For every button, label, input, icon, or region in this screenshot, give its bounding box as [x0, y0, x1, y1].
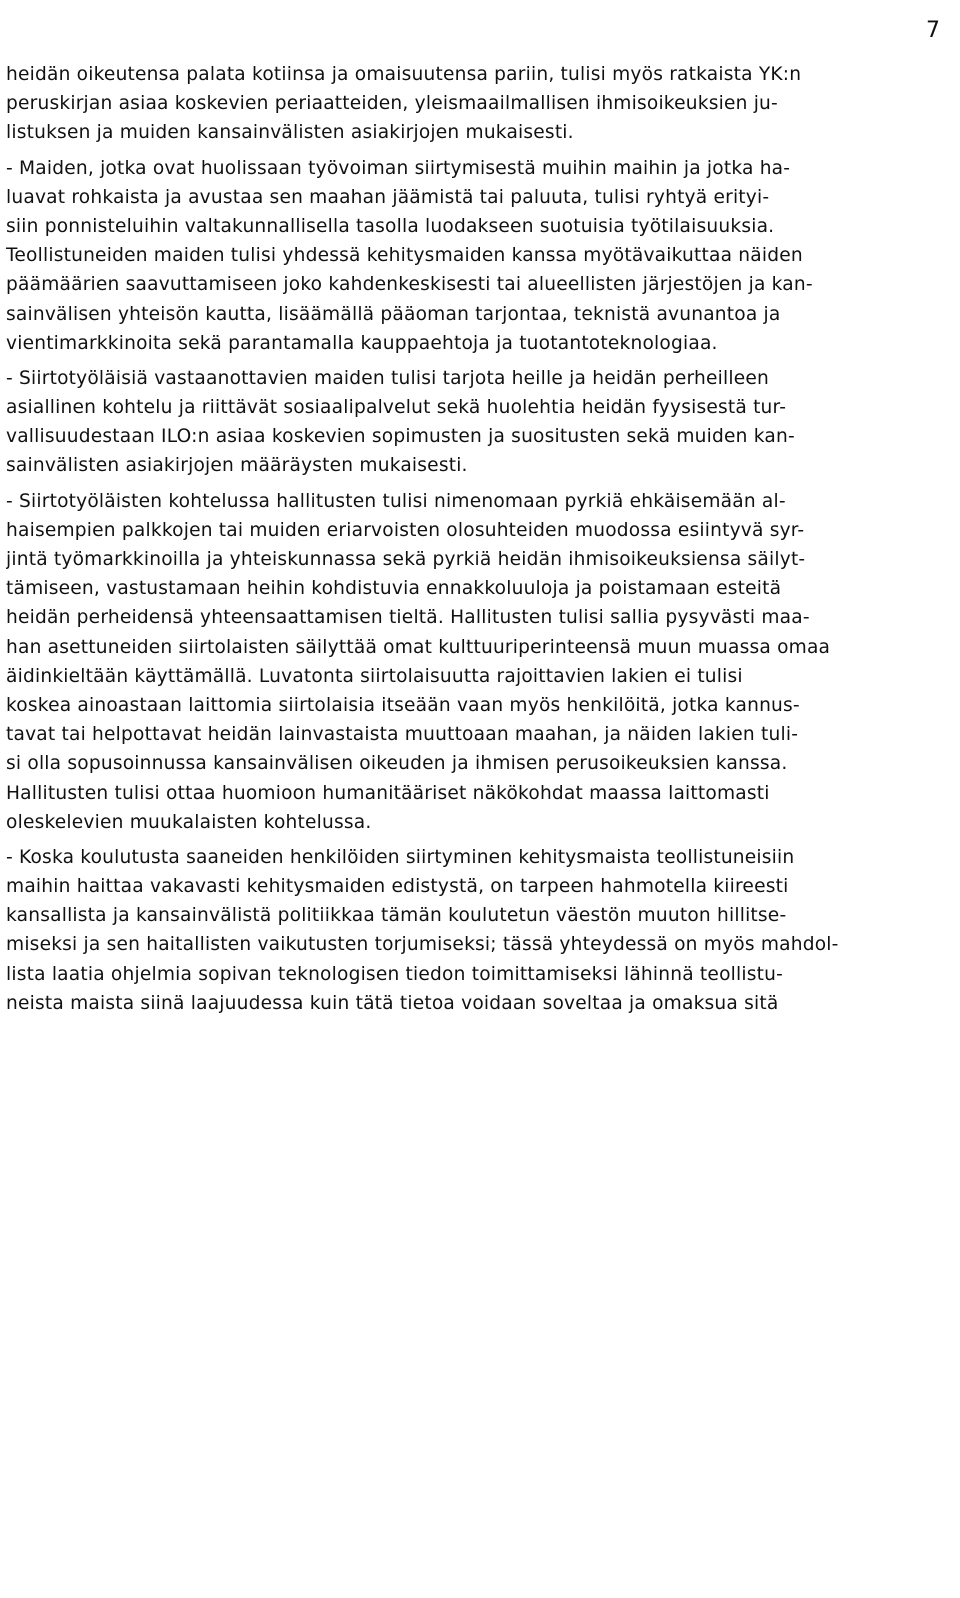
paragraph	[6, 154, 942, 358]
text-line: - Maiden, jotka ovat huolissaan työvoiman siirtymisestä muihin maihin ja jotka ha-	[6, 157, 791, 179]
page-number: 7	[926, 18, 940, 43]
text-line: han asettuneiden siirtolaisten säilyttää omat kulttuuriperinteensä muun muassa omaa	[6, 636, 831, 658]
text-line: neista maista siinä laajuudessa kuin tätä tietoa voidaan soveltaa ja omaksua sitä	[6, 992, 779, 1014]
text-line: - Siirtotyöläisiä vastaanottavien maiden tulisi tarjota heille ja heidän perheilleen	[6, 367, 770, 389]
text-line: Teollistuneiden maiden tulisi yhdessä kehitysmaiden kanssa myötävaikuttaa näiden	[6, 245, 803, 267]
text-line: sainvälisten asiakirjojen määräysten mukaisesti.	[6, 455, 468, 477]
text-line: heidän oikeutensa palata kotiinsa ja omaisuutensa pariin, tulisi myös ratkaista YK:n	[6, 64, 802, 85]
paragraph	[6, 364, 942, 481]
text-line: vientimarkkinoita sekä parantamalla kauppaehtoja ja tuotantoteknologiaa.	[6, 332, 718, 354]
text-line: luavat rohkaista ja avustaa sen maahan jäämistä tai paluuta, tulisi ryhtyä erityi-	[6, 186, 770, 208]
text-line: päämäärien saavuttamiseen joko kahdenkeskisesti tai alueellisten järjestöjen ja kan-	[6, 274, 813, 296]
text-line: miseksi ja sen haitallisten vaikutusten torjumiseksi; tässä yhteydessä on myös mahdol-	[6, 934, 839, 956]
text-line: lista laatia ohjelmia sopivan teknologisen tiedon toimittamiseksi lähinnä teollistu-	[6, 963, 784, 985]
text-line: - Siirtotyöläisten kohtelussa hallitusten tulisi nimenomaan pyrkiä ehkäisemään al-	[6, 490, 786, 512]
text-line: vallisuudestaan ILO:n asiaa koskevien sopimusten ja suositusten sekä muiden kan-	[6, 426, 795, 448]
paragraph	[6, 60, 942, 148]
text-line: Hallitusten tulisi ottaa huomioon humanitääriset näkökohdat maassa laittomasti	[6, 782, 770, 804]
text-line: jintä työmarkkinoilla ja yhteiskunnassa sekä pyrkiä heidän ihmisoikeuksiensa säilyt-	[6, 549, 806, 570]
text-line: maihin haittaa vakavasti kehitysmaiden edistystä, on tarpeen hahmotella kiireesti	[6, 876, 789, 898]
text-line: heidän perheidensä yhteensaattamisen tieltä. Hallitusten tulisi sallia pysyvästi maa-	[6, 607, 810, 629]
text-line: listuksen ja muiden kansainvälisten asiakirjojen mukaisesti.	[6, 122, 574, 144]
text-line: oleskelevien muukalaisten kohtelussa.	[6, 811, 372, 833]
text-line: siin ponnisteluihin valtakunnallisella tasolla luodakseen suotuisia työtilaisuuksia.	[6, 215, 775, 237]
text-line: sainvälisen yhteisön kautta, lisäämällä pääoman tarjontaa, teknistä avunantoa ja	[6, 303, 781, 325]
text-line: äidinkieltään käyttämällä. Luvatonta siirtolaisuutta rajoittavien lakien ei tulisi	[6, 665, 743, 687]
text-line: haisempien palkkojen tai muiden eriarvoisten olosuhteiden muodossa esiintyvä syr-	[6, 519, 805, 541]
text-line: si olla sopusoinnussa kansainvälisen oikeuden ja ihmisen perusoikeuksien kanssa.	[6, 753, 788, 775]
text-line: kansallista ja kansainvälistä politiikkaa tämän koulutetun väestön muuton hillitse-	[6, 905, 787, 927]
text-line: koskea ainoastaan laittomia siirtolaisia itseään vaan myös henkilöitä, jotka kannus-	[6, 694, 800, 716]
text-line: tämiseen, vastustamaan heihin kohdistuvia ennakkoluuloja ja poistamaan esteitä	[6, 578, 782, 600]
text-line: asiallinen kohtelu ja riittävät sosiaalipalvelut sekä huolehtia heidän fyysisestä tur-	[6, 397, 787, 419]
paragraph	[6, 487, 942, 837]
text-line: tavat tai helpottavat heidän lainvastaista muuttoaan maahan, ja näiden lakien tuli-	[6, 724, 799, 746]
text-line: peruskirjan asiaa koskevien periaatteiden, yleismaailmallisen ihmisoikeuksien ju-	[6, 93, 778, 115]
body-text	[6, 60, 942, 1018]
paragraph	[6, 843, 942, 1018]
text-line: - Koska koulutusta saaneiden henkilöiden siirtyminen kehitysmaista teollistuneisiin	[6, 846, 795, 868]
